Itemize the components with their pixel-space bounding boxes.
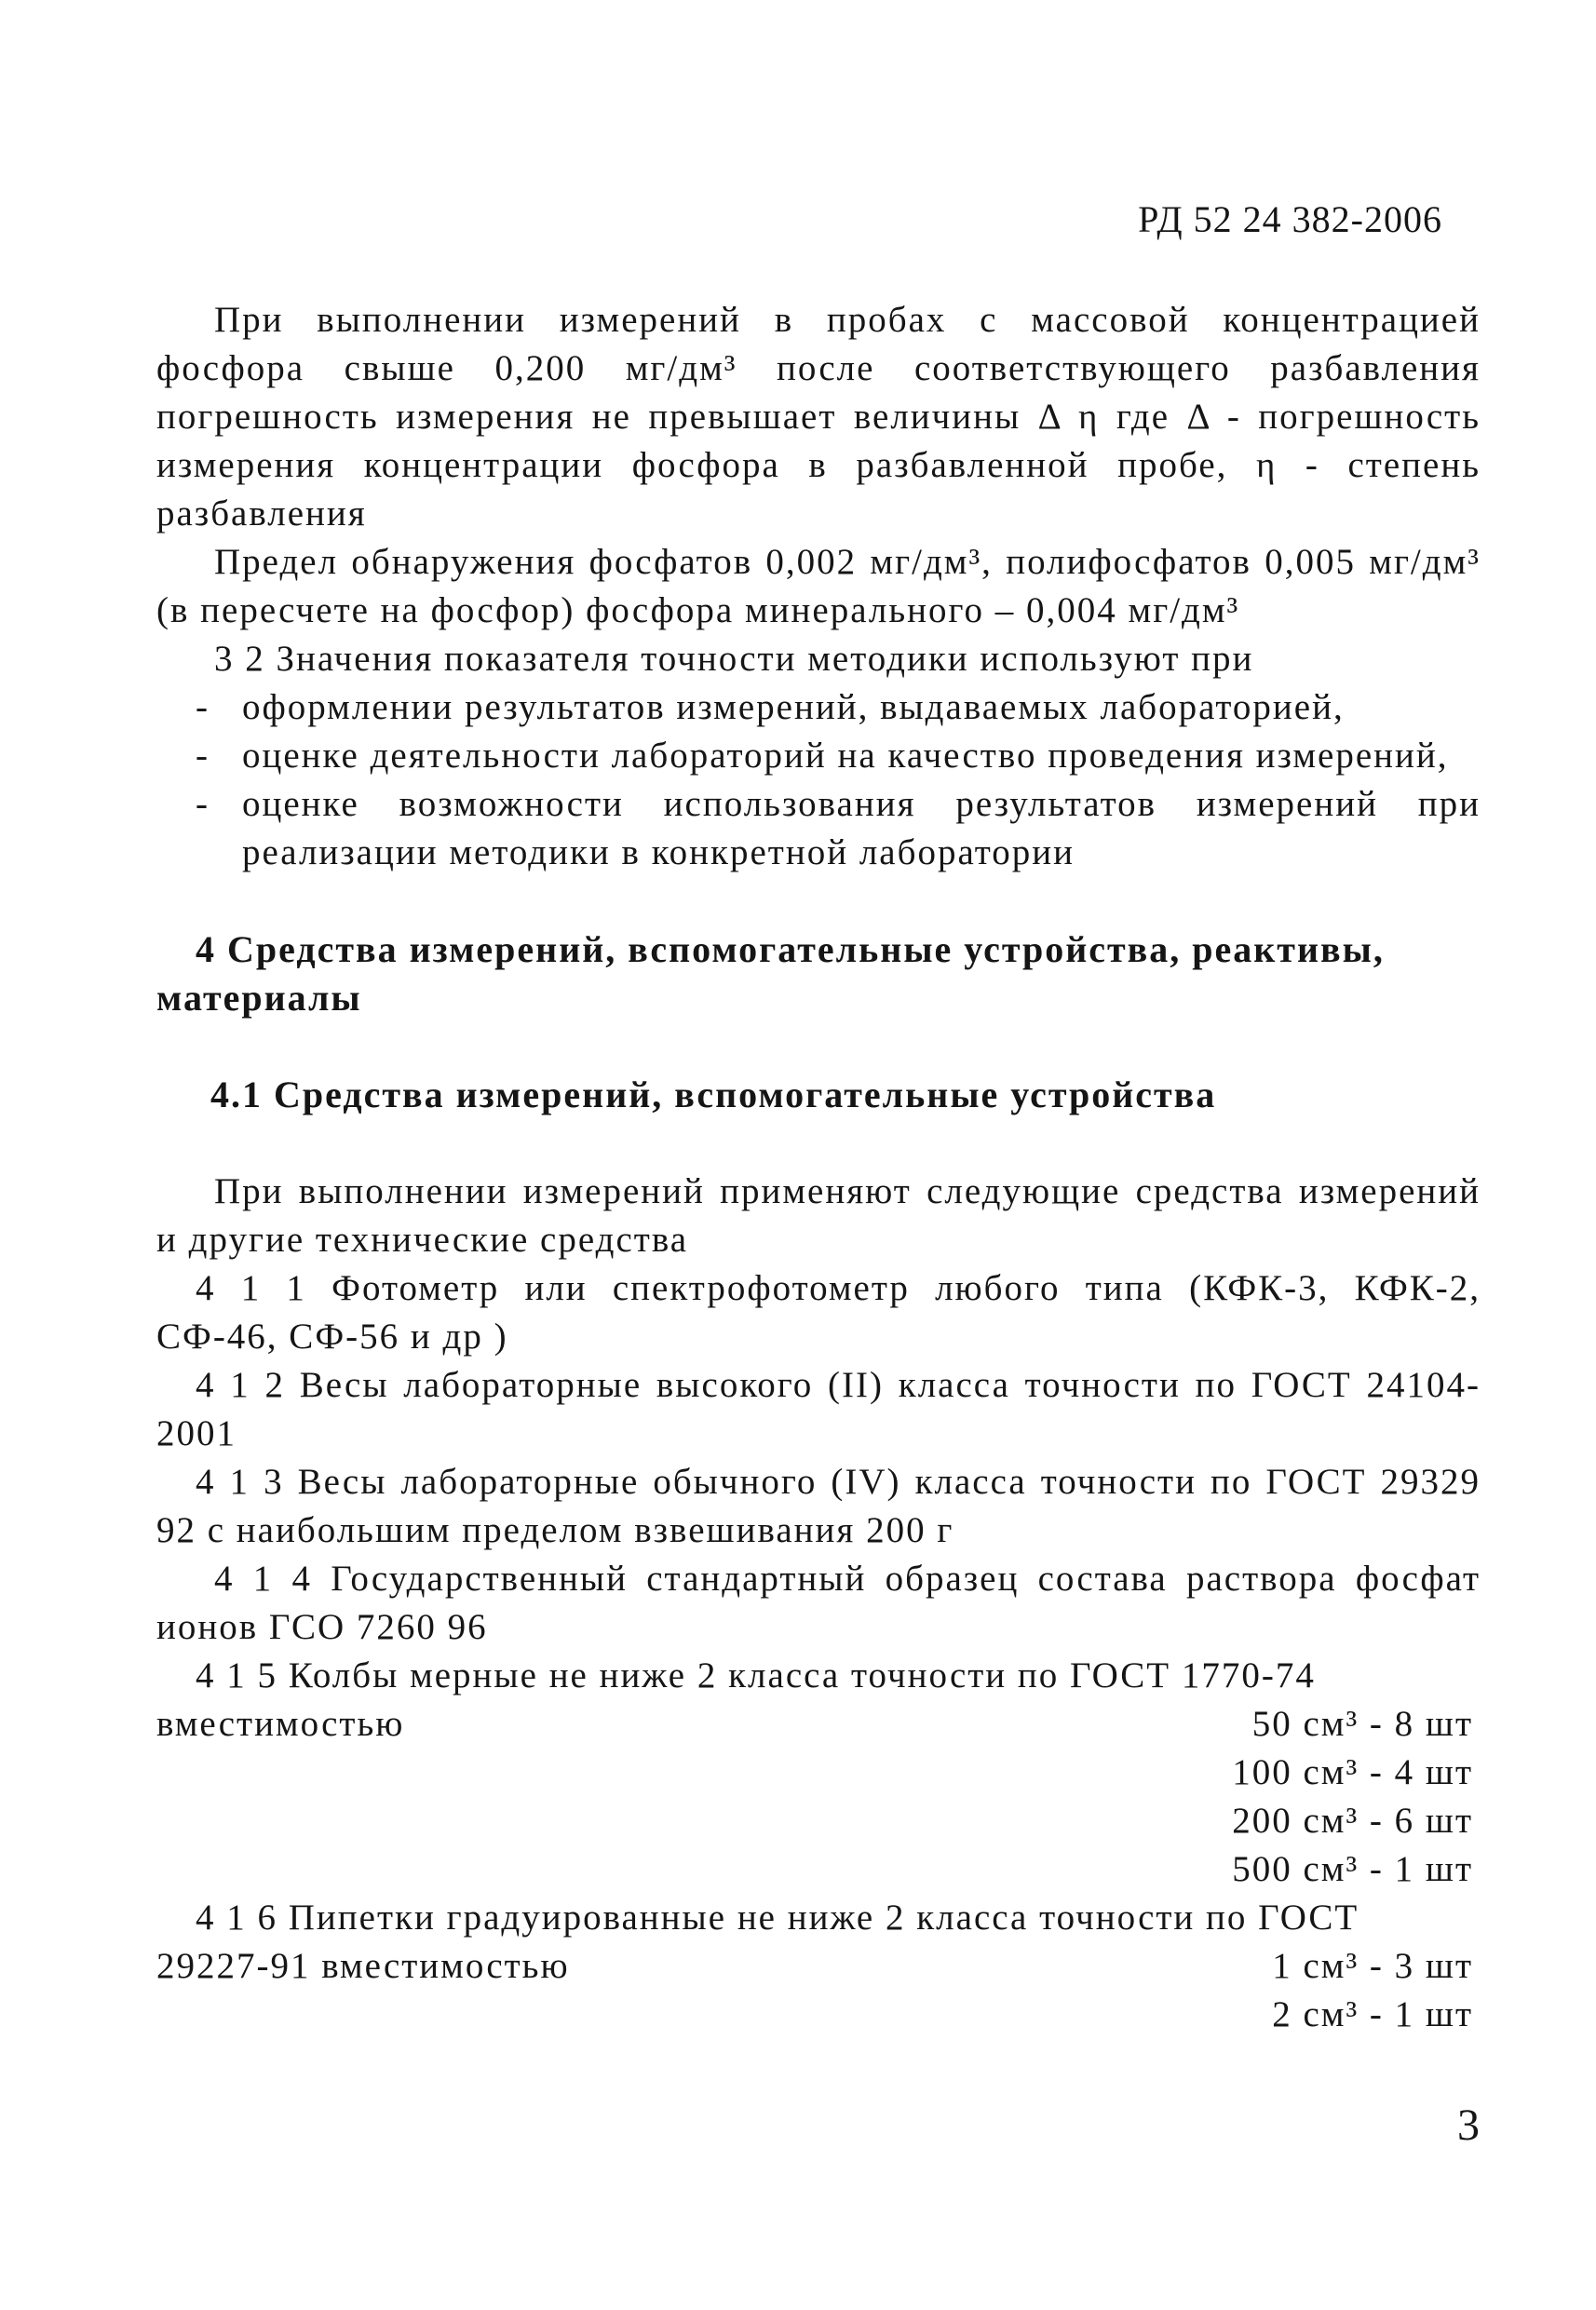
flask-row xyxy=(156,1749,1481,1797)
list-item xyxy=(156,780,1481,877)
item-photometer: 4 1 1 Фотометр или спектрофотометр любого типа (КФК-3, КФК-2, СФ-46, СФ-56 и др ) xyxy=(156,1268,1481,1357)
pipette-capacity-label: 29227-91 вместимостью xyxy=(156,1946,570,1986)
paragraph-intro: При выполнении измерений применяют следующие средства измерений и другие технические средства xyxy=(156,1171,1481,1260)
list-item-text: оценке деятельности лабораторий на качество проведения измерений, xyxy=(242,736,1449,776)
item-high-scales: 4 1 2 Весы лабораторные высокого (II) класса точности по ГОСТ 24104-2001 xyxy=(156,1365,1481,1453)
pipette-volume: 1 см³ - 3 шт xyxy=(1272,1946,1473,1986)
item-flasks: 4 1 5 Колбы мерные не ниже 2 класса точности по ГОСТ 1770-74 xyxy=(196,1655,1316,1695)
paragraph-dilution-error: При выполнении измерений в пробах с массовой концентрацией фосфора свыше 0,200 мг/дм³ после соответствующего разбавления погрешность измерения не превышает величины Δ η где Δ - погрешность измерения концентрации фосфора в разбавленной пробе, η - степень разбавления xyxy=(156,300,1481,534)
flask-volume: 500 см³ - 1 шт xyxy=(1232,1849,1473,1889)
dash-marker: - xyxy=(196,736,210,776)
item-regular-scales: 4 1 3 Весы лабораторные обычного (IV) класса точности по ГОСТ 29329 92 с наибольшим пределом взвешивания 200 г xyxy=(156,1462,1481,1550)
list-item-text: оценке возможности использования результатов измерений при реализации методики в конкретной лаборатории xyxy=(242,784,1481,872)
flask-row xyxy=(156,1797,1481,1845)
list-item-text: оформлении результатов измерений, выдаваемых лабораторией, xyxy=(242,687,1345,727)
item-standard-sample: 4 1 4 Государственный стандартный образец состава раствора фосфат ионов ГСО 7260 96 xyxy=(156,1559,1481,1647)
dash-marker: - xyxy=(196,784,210,824)
pipette-volume: 2 см³ - 1 шт xyxy=(1272,1994,1473,2034)
flask-row xyxy=(156,1700,1481,1749)
document-body xyxy=(156,296,1481,2039)
page-number: 3 xyxy=(1457,2101,1480,2150)
paragraph-detection-limit: Предел обнаружения фосфатов 0,002 мг/дм³, полифосфатов 0,005 мг/дм³ (в пересчете на фосфор) фосфора минерального – 0,004 мг/дм³ xyxy=(156,542,1481,630)
list-item xyxy=(156,732,1481,780)
item-pipettes: 4 1 6 Пипетки градуированные не ниже 2 класса точности по ГОСТ xyxy=(196,1898,1359,1938)
pipette-row xyxy=(156,1942,1481,1991)
flask-capacity-label: вместимостью xyxy=(156,1704,405,1744)
flask-row xyxy=(156,1845,1481,1894)
document-code: РД 52 24 382-2006 xyxy=(1138,198,1442,240)
pipette-row xyxy=(156,1991,1481,2039)
section-heading: 4 Средства измерений, вспомогательные устройства, реактивы, материалы xyxy=(156,928,1385,1019)
dash-marker: - xyxy=(196,687,210,727)
paragraph-accuracy-usage: 3 2 Значения показателя точности методики используют при xyxy=(214,639,1254,679)
flask-volume: 200 см³ - 6 шт xyxy=(1232,1801,1473,1841)
subsection-heading: 4.1 Средства измерений, вспомогательные устройства xyxy=(210,1074,1217,1115)
flask-volume: 50 см³ - 8 шт xyxy=(1251,1704,1473,1744)
flask-volume: 100 см³ - 4 шт xyxy=(1232,1752,1473,1792)
list-item xyxy=(156,683,1481,732)
